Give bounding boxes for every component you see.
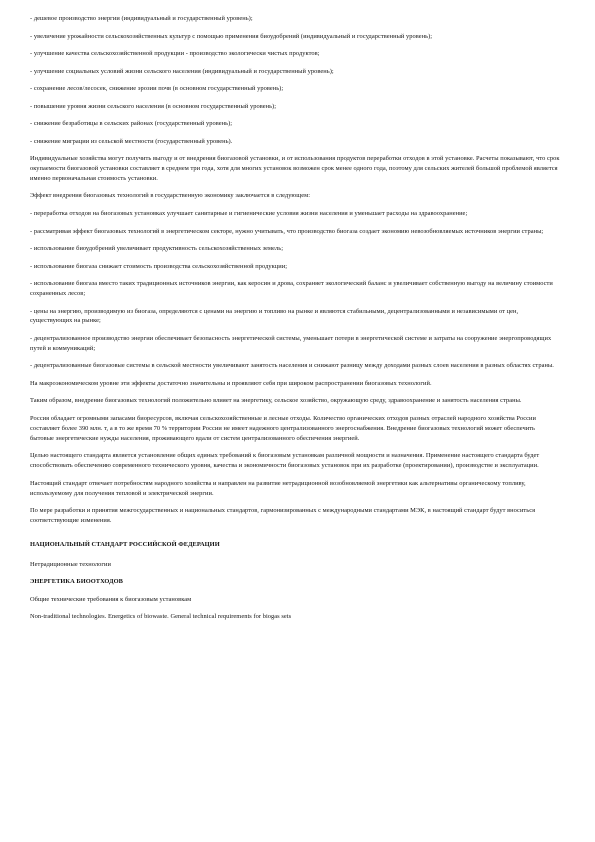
bullet-list-effects	[30, 209, 560, 371]
bullet-item: - снижение безработицы в сельских районах (государственный уровень);	[30, 120, 233, 128]
bullet-item: - использование биогаза снижает стоимость производства сельскохозяйственной продукции;	[30, 262, 288, 270]
paragraph-future-changes: По мере разработки и принятия межгосударственных и национальных стандартов, гармонизированных с международными стандартами МЭК, в настоящий стандарт будут вноситься соответствующие изменения.	[30, 507, 536, 525]
bullet-item: - использование биогаза вместо таких традиционных источников энергии, как керосин и дрова, сохраняет экологический баланс и увеличивает собственную выгоду на величину стоимости сохраненных лесов;	[30, 280, 553, 297]
title-line-2: ЭНЕРГЕТИКА БИООТХОДОВ	[30, 578, 123, 586]
bullet-item: - улучшение социальных условий жизни сельского населения (индивидуальный и государственный уровень);	[30, 67, 334, 75]
document-page	[30, 14, 560, 630]
bullet-item: - децентрализованные биогазовые системы в сельской местности увеличивают занятость населения и снижают разницу между доходами разных слоев населения в разных областях страны.	[30, 362, 554, 370]
title-english: Non-traditional technologies. Energetics of biowaste. General technical requirements for biogas sets	[30, 613, 292, 621]
paragraph-effect-intro: Эффект внедрения биогазовых технологий в государственную экономику заключается в следующем:	[30, 192, 311, 200]
paragraph-russia: Россия обладает огромными запасами биоресурсов, включая сельскохозяйственные и лесные отходы. Количество органических отходов разных отраслей народного хозяйства России составляет более 390 млн. т, а в то же время 70 % территории России не имеет надежного централизованного энергоснабжения. Внедрение биогазовых технологий может обеспечить бытовые энергетические нужды населения, проживающего вдали от систем централизованного обеспечения энергией.	[30, 414, 536, 442]
paragraph-macro: На макроэкономическом уровне эти эффекты достаточно значительны и проявляют себя при широком распространении биогазовых технологий.	[30, 379, 432, 387]
bullet-item: - децентрализованное производство энергии обеспечивает безопасность энергетической системы, уменьшает потери в энергетической системе и затраты на сооружение энергопроводящих путей и коммуникаций;	[30, 334, 552, 352]
bullet-item: - переработка отходов на биогазовых установках улучшает санитарные и гигиенические условия жизни населения и уменьшает расходы на здравоохранение;	[30, 210, 468, 217]
bullet-item: - увеличение урожайности сельскохозяйственных культур с помощью применения биоудобрений (индивидуальный и государственный уровень);	[30, 32, 433, 40]
title-line-1: Нетрадиционные технологии	[30, 560, 111, 568]
bullet-item: - дешевое производство энергии (индивидуальный и государственный уровень);	[30, 15, 253, 22]
title-line-3: Общие технические требования к биогазовым установкам	[30, 595, 192, 603]
bullet-item: - использование биоудобрений увеличивает продуктивность сельскохозяйственных земель;	[30, 245, 284, 253]
national-standard-heading: НАЦИОНАЛЬНЫЙ СТАНДАРТ РОССИЙСКОЙ ФЕДЕРАЦИИ	[30, 541, 220, 548]
bullet-item: - цены на энергию, производимую из биогаза, определяются с ценами на энергию и топливо на рынке и являются стабильными, децентрализованными и независимыми от цен, существующих на рынке;	[30, 307, 519, 325]
paragraph-purpose: Целью настоящего стандарта является установление общих единых требований к биогазовым установкам различной мощности и назначения. Применение настоящего стандарта будет способствовать обеспечению современного технического уровня, качества и экономичности биогазовых установок при их разработке (проектировании), производстве и эксплуатации.	[30, 452, 540, 470]
paragraph-individual: Индивидуальные хозяйства могут получить выгоду и от внедрения биогазовой установки, и от использования продуктов переработки отходов в этой установке. Расчеты показывают, что срок окупаемости биогазовой установки составляет в среднем три года, хотя для многих установок возможен срок менее одного года, поэтому для сельских жителей большой проблемой является именно первоначальная стоимость установки.	[30, 155, 560, 182]
bullet-list-benefits	[30, 14, 560, 147]
bullet-item: - снижение миграции из сельской местности (государственный уровень).	[30, 137, 233, 145]
bullet-item: - рассматривая эффект биогазовых технологий в энергетическом секторе, нужно учитывать, что производство биогаза создает экономию невозобновляемых источников энергии страны;	[30, 227, 544, 235]
paragraph-summary: Таким образом, внедрение биогазовых технологий положительно влияет на энергетику, сельское хозяйство, окружающую среду, здравоохранение и занятость населения страны.	[30, 397, 522, 405]
bullet-item: - улучшение качества сельскохозяйственной продукции - производство экологически чистых продуктов;	[30, 50, 320, 58]
paragraph-meets-needs: Настоящий стандарт отвечает потребностям народного хозяйства и направлен на развитие нетрадиционной возобновляемой энергетики как альтернативы органическому топливу, используемому для получения тепловой и электрической энергии.	[30, 479, 526, 497]
bullet-item: - повышение уровня жизни сельского населения (в основном государственный уровень);	[30, 102, 277, 110]
bullet-item: - сохранение лесов/лесосек, снижение эрозии почв (в основном государственный уровень);	[30, 85, 284, 93]
